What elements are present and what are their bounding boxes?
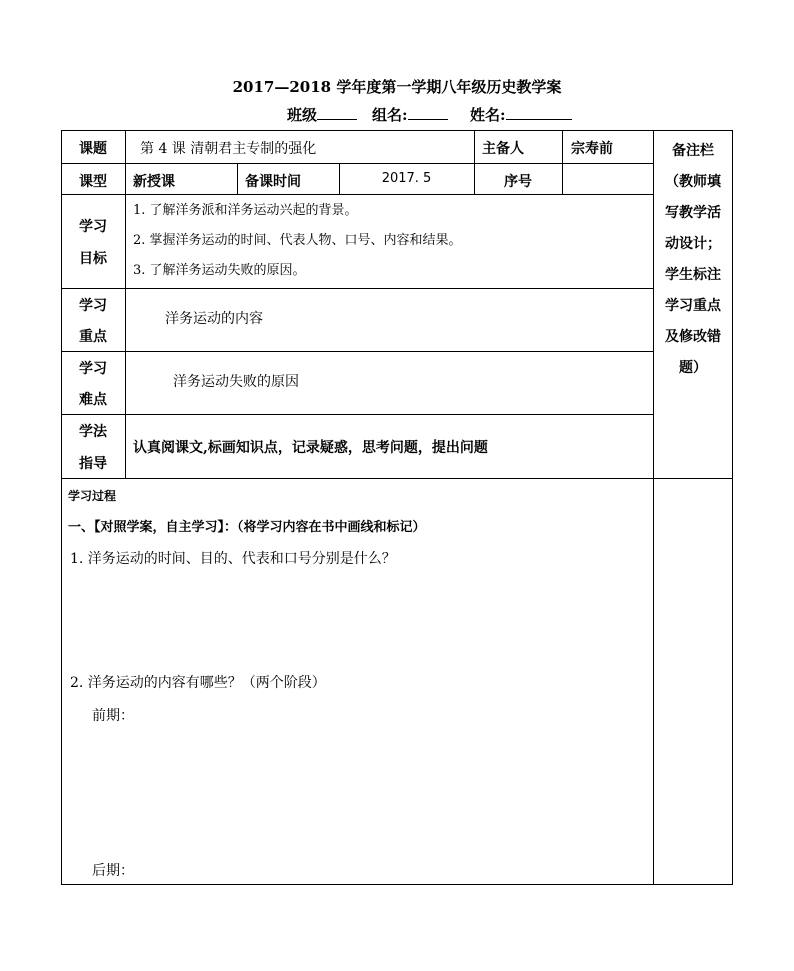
name-label: 姓名: xyxy=(470,106,506,124)
time-value: 2017. 5 xyxy=(381,171,432,186)
side-note-line-7: 及修改错 xyxy=(665,329,721,345)
side-note-line-4: 动设计； xyxy=(665,236,721,252)
side-note-line-3: 写教学活 xyxy=(665,205,721,221)
method-label-2: 指导 xyxy=(79,456,107,472)
class-blank[interactable] xyxy=(317,105,357,120)
goal-item-1: 1. 了解洋务派和洋务运动兴起的背景。 xyxy=(133,203,358,218)
class-label: 班级 xyxy=(287,106,318,124)
difficulty-label-1: 学习 xyxy=(79,361,107,377)
side-note xyxy=(654,136,732,384)
difficulty-value: 洋务运动失败的原因 xyxy=(173,374,299,390)
name-field xyxy=(470,104,572,125)
seq-label: 序号 xyxy=(504,174,532,190)
preparer-value: 宗寿前 xyxy=(571,141,613,157)
question-2: 2. 洋务运动的内容有哪些？（两个阶段） xyxy=(70,675,326,691)
key-label-1: 学习 xyxy=(79,298,107,314)
page-title: 2017—2018 学年度第一学期八年级历史教学案 xyxy=(232,78,562,96)
early-stage-label: 前期： xyxy=(92,708,134,724)
difficulty-label-2: 难点 xyxy=(79,392,107,408)
type-label: 课型 xyxy=(79,174,107,190)
group-label: 组名: xyxy=(372,106,408,124)
side-note-line-8: 题） xyxy=(679,360,707,376)
goals-label-2: 目标 xyxy=(79,251,107,267)
goal-item-3: 3. 了解洋务运动失败的原因。 xyxy=(133,263,306,278)
goal-item-2: 2. 掌握洋务运动的时间、代表人物、口号、内容和结果。 xyxy=(133,233,462,248)
process-heading: 学习过程 xyxy=(68,489,117,503)
group-field xyxy=(372,104,448,125)
side-note-line-1: 备注栏 xyxy=(672,143,714,159)
section-1-heading: 一、【对照学案，自主学习】：（将学习内容在书中画线和标记） xyxy=(68,520,426,535)
name-blank[interactable] xyxy=(506,105,572,120)
side-note-line-6: 学习重点 xyxy=(665,298,721,314)
method-label-1: 学法 xyxy=(79,424,107,440)
key-value: 洋务运动的内容 xyxy=(165,311,263,327)
side-note-line-2: （教师填 xyxy=(665,174,721,190)
group-blank[interactable] xyxy=(408,105,448,120)
method-value: 认真阅课文,标画知识点，记录疑惑，思考问题，提出问题 xyxy=(133,440,488,456)
goals-label-1: 学习 xyxy=(79,219,107,235)
class-field xyxy=(287,104,357,125)
topic-label: 课题 xyxy=(79,141,107,157)
type-value: 新授课 xyxy=(133,174,175,190)
preparer-label: 主备人 xyxy=(482,141,524,157)
question-1: 1. 洋务运动的时间、目的、代表和口号分别是什么？ xyxy=(70,551,396,567)
time-label: 备课时间 xyxy=(245,174,301,190)
side-note-line-5: 学生标注 xyxy=(665,267,721,283)
key-label-2: 重点 xyxy=(79,329,107,345)
late-stage-label: 后期： xyxy=(92,863,134,879)
topic-value: 第 4 课 清朝君主专制的强化 xyxy=(140,141,317,157)
